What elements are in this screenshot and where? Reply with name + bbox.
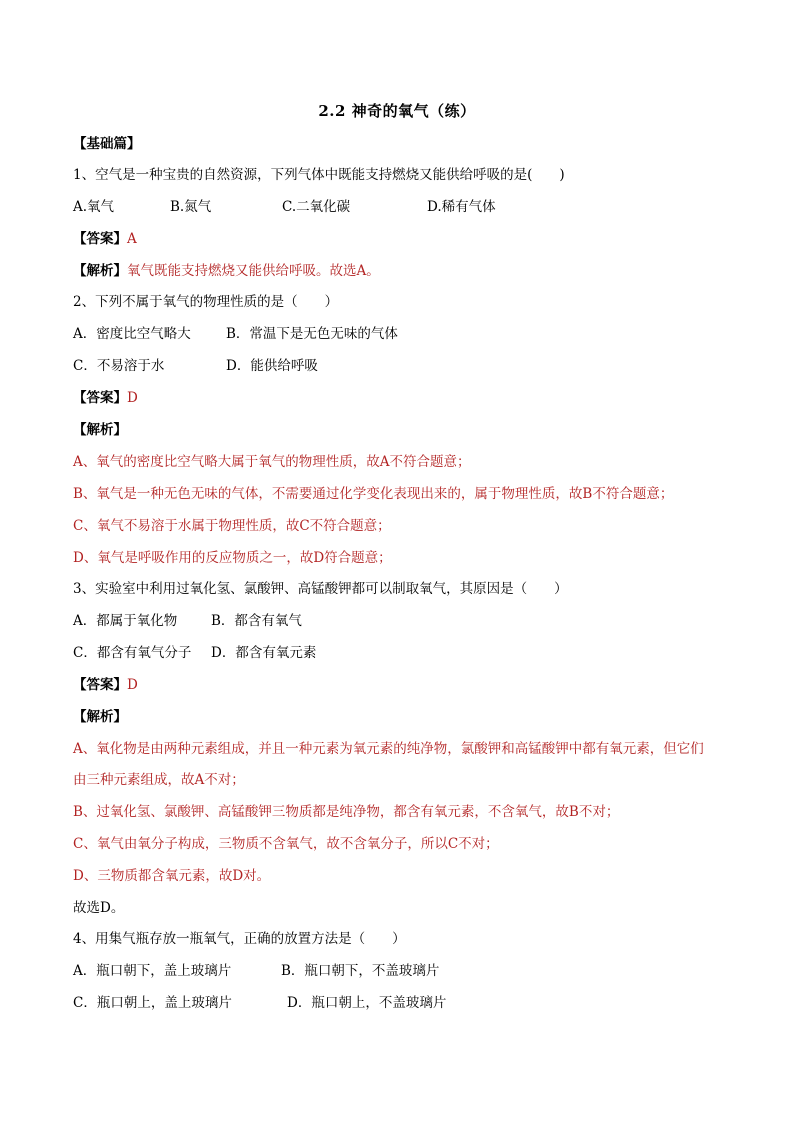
question-2-stem: 2、下列不属于氧气的物理性质的是（ ）	[73, 294, 339, 310]
question-3-stem: 3、实验室中利用过氧化氢、氯酸钾、高锰酸钾都可以制取氧气，其原因是（ ）	[73, 581, 568, 597]
q4-option-b: B．瓶口朝下，不盖玻璃片	[281, 963, 440, 979]
q3-analysis-line: C、氧气由氧分子构成，三物质不含氧气，故不含氧分子，所以C不对；	[73, 836, 499, 852]
q4-option-c: C．瓶口朝上，盖上玻璃片	[73, 995, 232, 1011]
q2-option-b: B．常温下是无色无味的气体	[226, 326, 398, 342]
analysis-text: 氧气既能支持燃烧又能供给呼吸。故选A。	[127, 263, 380, 279]
q2-option-a: A．密度比空气略大	[73, 326, 191, 342]
q3-analysis-line: B、过氧化氢、氯酸钾、高锰酸钾三物质都是纯净物，都含有氧元素，不含氧气，故B不对；	[73, 804, 620, 820]
question-4-stem: 4、用集气瓶存放一瓶氧气，正确的放置方法是（ ）	[73, 931, 406, 947]
answer-label: 【答案】	[73, 390, 127, 406]
q2-analysis-line: D、氧气是呼吸作用的反应物质之一，故D符合题意；	[73, 550, 392, 566]
q3-option-a: A．都属于氧化物	[73, 613, 178, 629]
question-1-stem: 1、空气是一种宝贵的自然资源，下列气体中既能支持燃烧又能供给呼吸的是( )	[73, 167, 565, 183]
q1-option-a: A.氧气	[73, 199, 115, 215]
q2-analysis-line: B、氧气是一种无色无味的气体，不需要通过化学变化表现出来的，属于物理性质，故B不符合题意；	[73, 486, 674, 502]
q4-option-d: D．瓶口朝上，不盖玻璃片	[287, 995, 447, 1011]
q2-analysis-line: A、氧气的密度比空气略大属于氧气的物理性质，故A不符合题意；	[73, 454, 471, 470]
q1-option-d: D.稀有气体	[427, 199, 496, 215]
q3-analysis-line: 由三种元素组成，故A不对；	[73, 772, 245, 788]
q4-option-a: A．瓶口朝下，盖上玻璃片	[73, 963, 232, 979]
answer-value: D	[127, 677, 138, 693]
section-heading: 【基础篇】	[73, 136, 141, 152]
page-title: 2.2 神奇的氧气（练）	[318, 102, 476, 120]
q2-analysis-line: C、氧气不易溶于水属于物理性质，故C不符合题意；	[73, 518, 391, 534]
answer-label: 【答案】	[73, 677, 127, 693]
q2-analysis-label: 【解析】	[73, 422, 127, 438]
answer-value: D	[127, 390, 138, 406]
analysis-label: 【解析】	[73, 263, 127, 279]
q2-answer	[73, 388, 138, 408]
q3-conclusion: 故选D。	[73, 900, 125, 916]
answer-value: A	[127, 231, 137, 247]
q2-option-d: D．能供给呼吸	[226, 358, 318, 374]
q3-option-d: D．都含有氧元素	[211, 645, 317, 661]
q2-option-c: C．不易溶于水	[73, 358, 165, 374]
q1-answer	[73, 229, 137, 249]
q3-analysis-line: D、三物质都含氧元素，故D对。	[73, 868, 271, 884]
q1-analysis	[73, 261, 380, 281]
q1-option-b: B.氮气	[170, 199, 212, 215]
q3-option-c: C．都含有氧气分子	[73, 645, 192, 661]
q3-answer	[73, 675, 138, 695]
answer-label: 【答案】	[73, 231, 127, 247]
q1-option-c: C.二氧化碳	[282, 199, 351, 215]
q3-option-b: B．都含有氧气	[211, 613, 302, 629]
q3-analysis-line: A、氧化物是由两种元素组成，并且一种元素为氧元素的纯净物，氯酸钾和高锰酸钾中都有氧元素，但它们	[73, 741, 704, 757]
q3-analysis-label: 【解析】	[73, 709, 127, 725]
